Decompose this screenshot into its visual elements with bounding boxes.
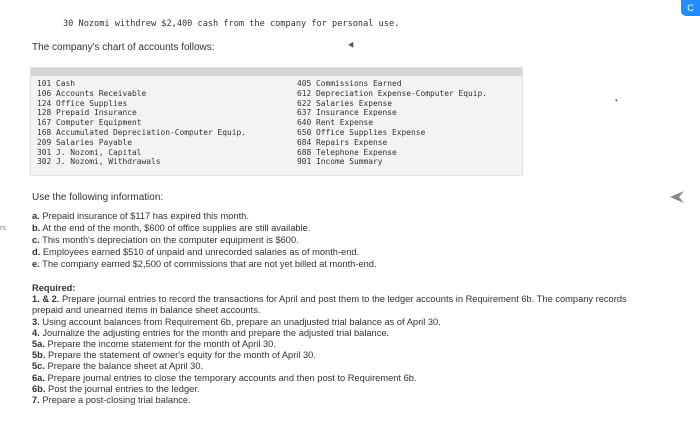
required-item-number: 5c. xyxy=(32,361,45,372)
required-item-number: 6a. xyxy=(32,372,45,383)
chart-of-accounts-intro: The company's chart of accounts follows: xyxy=(32,42,215,53)
info-item xyxy=(32,247,377,259)
account-row: 124 Office Supplies xyxy=(37,98,128,108)
info-item-text: The company earned $2,500 of commissions that are not yet billed at month-end. xyxy=(39,258,377,269)
required-item-number: 5b. xyxy=(32,350,46,361)
required-item-text: Post the journal entries to the ledger. xyxy=(45,383,200,394)
account-row: 167 Computer Equipment xyxy=(37,118,142,128)
required-item-text: Prepare a post-closing trial balance. xyxy=(39,395,191,406)
info-item xyxy=(32,223,377,235)
account-row: 612 Depreciation Expense-Computer Equip. xyxy=(297,88,488,98)
required-item-number: 1. & 2. xyxy=(32,294,60,305)
table-header-bar xyxy=(31,68,522,76)
required-item xyxy=(32,317,632,328)
account-row: 128 Prepaid Insurance xyxy=(37,108,137,118)
required-item-number: 7. xyxy=(32,395,40,406)
info-title: Use the following information: xyxy=(32,192,164,203)
required-item-number: 4. xyxy=(32,327,40,338)
required-item xyxy=(32,373,632,384)
required-item xyxy=(32,328,632,339)
account-row: 640 Rent Expense xyxy=(297,118,374,128)
required-item-text: Prepare the income statement for the month of April 30. xyxy=(44,339,276,350)
info-item-letter: a. xyxy=(32,211,40,221)
arrow-cursor-icon xyxy=(669,190,685,204)
account-row: 106 Accounts Receivable xyxy=(37,88,147,98)
required-item xyxy=(32,294,632,316)
required-item-number: 3. xyxy=(32,316,40,327)
corner-badge[interactable]: C xyxy=(681,0,700,16)
info-item-text: At the end of the month, $600 of office supplies are still available. xyxy=(40,222,311,233)
account-row: 302 J. Nozomi, Withdrawals xyxy=(37,157,161,167)
info-item xyxy=(32,259,377,271)
required-item xyxy=(32,395,632,406)
required-item xyxy=(32,350,632,361)
chart-of-accounts-table xyxy=(30,67,523,176)
account-row: 168 Accumulated Depreciation-Computer Equip. xyxy=(37,127,247,137)
required-item-text: Prepare the statement of owner's equity for the month of April 30. xyxy=(45,350,316,361)
required-section xyxy=(32,283,632,406)
info-item-text: This month's depreciation on the computer equipment is $600. xyxy=(39,234,299,245)
info-item-letter: c. xyxy=(32,234,40,245)
required-item-text: Prepare journal entries to record the transactions for April and post them to the ledger accounts in Requirement 6b. The company records prepaid and unearned items in balance sheet accounts. xyxy=(32,294,627,316)
account-row: 301 J. Nozomi, Capital xyxy=(37,147,142,157)
transaction-30-text: 30 Nozomi withdrew $2,400 cash from the company for personal use. xyxy=(63,19,400,29)
info-item-letter: d. xyxy=(32,246,41,257)
required-item xyxy=(32,361,632,372)
side-label: rs xyxy=(0,225,6,232)
stray-dot-icon: • xyxy=(615,96,618,105)
info-item-text: Prepaid insurance of $117 has expired this month. xyxy=(39,211,249,221)
accounts-left-column xyxy=(37,79,246,167)
account-row: 622 Salaries Expense xyxy=(297,98,393,108)
info-item xyxy=(32,235,377,247)
required-item xyxy=(32,339,632,350)
account-row: 209 Salaries Payable xyxy=(37,137,133,147)
info-list xyxy=(32,211,377,271)
info-item-text: Employees earned $510 of unpaid and unrecorded salaries as of month-end. xyxy=(40,246,360,257)
account-row: 901 Income Summary xyxy=(297,157,383,167)
required-title: Required: xyxy=(32,283,76,293)
required-item-text: Prepare journal entries to close the temporary accounts and then post to Requirement 6b. xyxy=(44,372,417,383)
account-row: 405 Commissions Earned xyxy=(297,79,402,88)
accounts-right-column xyxy=(297,79,487,167)
account-row: 688 Telephone Expense xyxy=(297,147,397,157)
info-item-letter: b. xyxy=(32,222,41,233)
info-item xyxy=(32,211,377,223)
required-item-number: 6b. xyxy=(32,383,46,394)
account-row: 650 Office Supplies Expense xyxy=(297,127,426,137)
required-list xyxy=(32,294,632,406)
account-row: 684 Repairs Expense xyxy=(297,137,388,147)
required-item xyxy=(32,384,632,395)
info-item-letter: e. xyxy=(32,258,40,269)
required-item-text: Prepare the balance sheet at April 30. xyxy=(44,361,204,372)
cursor-icon xyxy=(348,42,356,49)
required-item-text: Using account balances from Requirement 6b, prepare an unadjusted trial balance as of April 30. xyxy=(39,316,441,327)
required-item-text: Journalize the adjusting entries for the month and prepare the adjusted trial balance. xyxy=(39,327,390,338)
required-item-number: 5a. xyxy=(32,339,45,350)
account-row: 101 Cash xyxy=(37,79,76,88)
account-row: 637 Insurance Expense xyxy=(297,108,397,118)
